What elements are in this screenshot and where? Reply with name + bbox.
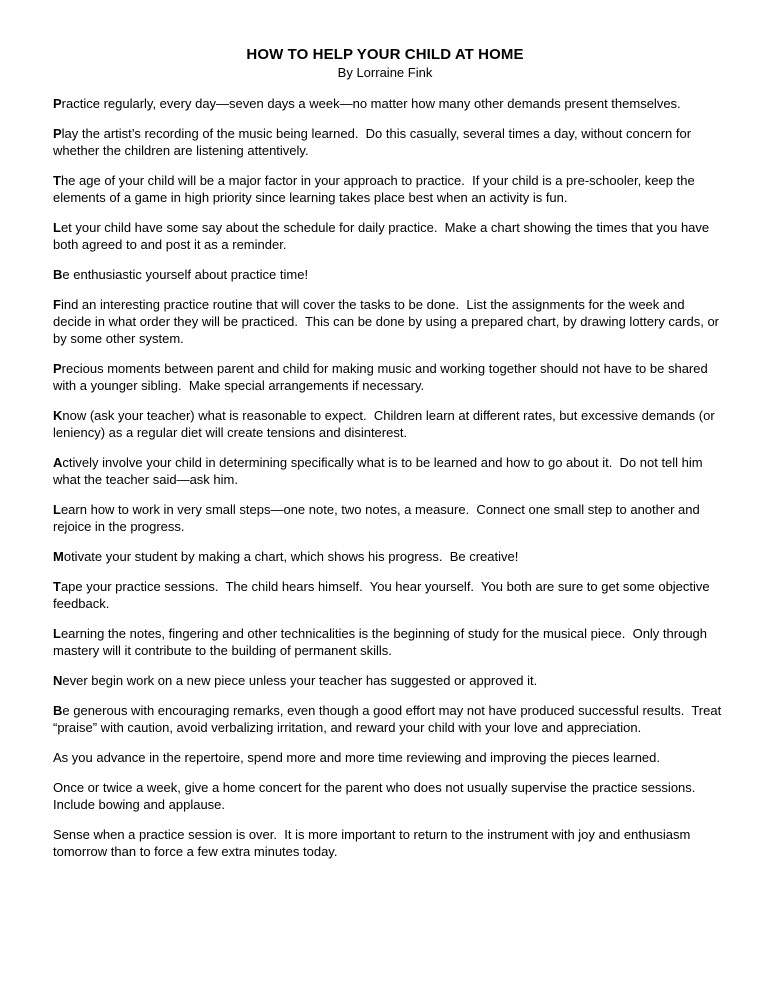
paragraph-initial: T <box>53 579 61 594</box>
paragraph-text: now (ask your teacher) what is reasonable to expect. Children learn at different rates, but excessive demands (or leniency) as a regular diet will create tensions and disinterest. <box>53 408 719 440</box>
paragraph <box>46 407 724 441</box>
paragraph <box>46 672 724 689</box>
paragraph-text: ind an interesting practice routine that will cover the tasks to be done. List the assignments for the week and decide in what order they will be practiced. This can be done by using a prepared chart, by drawing lottery cards, or by some other system. <box>53 297 723 346</box>
paragraph-text: recious moments between parent and child for making music and working together should not have to be shared with a younger sibling. Make special arrangements if necessary. <box>53 361 712 393</box>
paragraph-initial: L <box>53 626 61 641</box>
paragraph-initial: P <box>53 361 62 376</box>
paragraph-text: e enthusiastic yourself about practice time! <box>62 267 309 282</box>
paragraph-text: ape your practice sessions. The child hears himself. You hear yourself. You both are sure to get some objective feedback. <box>53 579 714 611</box>
paragraph-initial: P <box>53 126 62 141</box>
paragraph-text: ractice regularly, every day—seven days a week—no matter how many other demands present themselves. <box>61 96 681 111</box>
paragraph <box>46 125 724 159</box>
paragraph-initial: M <box>53 549 64 564</box>
paragraph-initial: N <box>53 673 63 688</box>
paragraph-text: et your child have some say about the schedule for daily practice. Make a chart showing the times that you have both agreed to and post it as a reminder. <box>53 220 713 252</box>
paragraph <box>46 578 724 612</box>
paragraph-text: earn how to work in very small steps—one note, two notes, a measure. Connect one small step to another and rejoice in the progress. <box>53 502 704 534</box>
paragraph <box>46 548 724 565</box>
paragraph <box>46 172 724 206</box>
paragraph-initial: T <box>53 173 61 188</box>
paragraph-initial: L <box>53 502 61 517</box>
paragraph-text: ever begin work on a new piece unless your teacher has suggested or approved it. <box>62 673 538 688</box>
paragraph-text: earning the notes, fingering and other technicalities is the beginning of study for the musical piece. Only through mastery will it contribute to the building of permanent skills. <box>53 626 711 658</box>
paragraph <box>46 749 724 766</box>
paragraph <box>46 779 724 813</box>
paragraph-text: As you advance in the repertoire, spend more and more time reviewing and improving the pieces learned. <box>53 750 661 765</box>
paragraph <box>46 826 724 860</box>
paragraph <box>46 702 724 736</box>
paragraph-text: e generous with encouraging remarks, even though a good effort may not have produced successful results. Treat “praise” with caution, avoid verbalizing irritation, and reward your child with your love and appreciation. <box>53 703 725 735</box>
paragraph <box>46 95 724 112</box>
paragraph-text: Once or twice a week, give a home concert for the parent who does not usually supervise the practice sessions. Include bowing and applause. <box>53 780 703 812</box>
paragraph <box>46 266 724 283</box>
paragraph-text: he age of your child will be a major factor in your approach to practice. If your child is a pre-schooler, keep the elements of a game in high priority since learning takes place best when an activity is fun. <box>53 173 699 205</box>
paragraph <box>46 625 724 659</box>
document-title: HOW TO HELP YOUR CHILD AT HOME <box>246 46 524 63</box>
paragraph-text: otivate your student by making a chart, which shows his progress. Be creative! <box>63 549 519 564</box>
paragraph-text: ctively involve your child in determining specifically what is to be learned and how to go about it. Do not tell him what the teacher said—ask him. <box>53 455 707 487</box>
paragraph-initial: F <box>53 297 61 312</box>
paragraph-initial: L <box>53 220 61 235</box>
paragraph-initial: A <box>53 455 63 470</box>
paragraph-initial: B <box>53 703 63 718</box>
paragraph <box>46 219 724 253</box>
paragraph <box>46 501 724 535</box>
author-byline: By Lorraine Fink <box>337 65 433 80</box>
paragraph <box>46 454 724 488</box>
paragraph <box>46 360 724 394</box>
paragraph-initial: B <box>53 267 63 282</box>
paragraph-list <box>46 95 724 860</box>
paragraph-initial: K <box>53 408 63 423</box>
paragraph <box>46 296 724 347</box>
paragraph-text: lay the artist’s recording of the music being learned. Do this casually, several times a day, without concern for whether the children are listening attentively. <box>53 126 695 158</box>
paragraph-initial: P <box>53 96 62 111</box>
paragraph-text: Sense when a practice session is over. It is more important to return to the instrument with joy and enthusiasm tomorrow than to force a few extra minutes today. <box>53 827 694 859</box>
